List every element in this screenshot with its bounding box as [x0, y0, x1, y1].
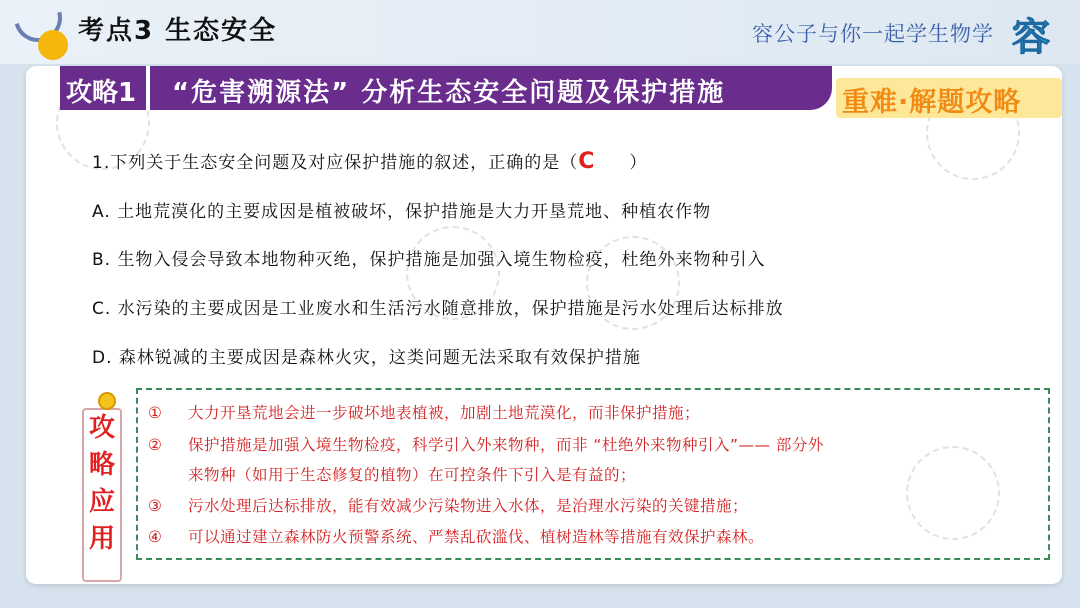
pushpin-icon [100, 394, 114, 408]
banner-title: “危害溯源法” 分析生态安全问题及保护措施 [172, 78, 726, 108]
tip-num: ① [148, 404, 163, 422]
application-label-char: 略 [88, 450, 115, 480]
tip-num: ② [148, 436, 163, 454]
tip-num: ③ [148, 497, 163, 515]
tip-text: 来物种（如用于生态修复的植物）在可控条件下引入是有益的； [188, 466, 637, 484]
tip-2-cont [148, 463, 636, 485]
tip-3 [148, 494, 748, 516]
application-label-char: 攻 [88, 413, 115, 443]
brand-text: 容公子与你一起学生物学 [752, 22, 994, 46]
application-label-char: 应 [88, 487, 115, 517]
tip-text: 可以通过建立森林防火预警系统、严禁乱砍滥伐、植树造林等措施有效保护森林。 [188, 528, 765, 546]
tip-text: 保护措施是加强入境生物检疫，科学引入外来物种，而非 “杜绝外来物种引入”—— 部分外 [188, 436, 824, 454]
question-stem-text: 1.下列关于生态安全问题及对应保护措施的叙述，正确的是（ [92, 153, 579, 173]
banner-tag-text: 攻略1 [66, 78, 137, 108]
question-close: ） [629, 153, 648, 173]
difficulty-badge-text: 重难·解题攻略 [842, 87, 1022, 118]
tip-4 [148, 525, 764, 547]
application-label-char: 用 [88, 524, 115, 554]
option-d: D. 森林锐减的主要成因是森林火灾，这类问题无法采取有效保护措施 [92, 348, 641, 368]
topic-title: 考点3 生态安全 [78, 16, 278, 46]
option-c: C. 水污染的主要成因是工业废水和生活污水随意排放，保护措施是污水处理后达标排放 [92, 299, 784, 319]
brand-logo: 容 [1012, 15, 1051, 59]
difficulty-badge [836, 78, 1062, 118]
question-answer: C [578, 149, 596, 174]
decor-dot [38, 30, 68, 60]
tip-2 [148, 433, 824, 455]
tip-1 [148, 401, 700, 423]
question-stem [92, 148, 647, 174]
option-a: A. 土地荒漠化的主要成因是植被破坏，保护措施是大力开垦荒地、种植农作物 [92, 202, 712, 222]
banner-tag [60, 66, 150, 110]
tip-num: ④ [148, 528, 163, 546]
tip-text: 污水处理后达标排放，能有效减少污染物进入水体，是治理水污染的关键措施； [188, 497, 749, 515]
tip-text: 大力开垦荒地会进一步破坏地表植被，加剧土地荒漠化，而非保护措施； [188, 404, 701, 422]
application-label [82, 408, 122, 582]
option-b: B. 生物入侵会导致本地物种灭绝，保护措施是加强入境生物检疫，杜绝外来物种引入 [92, 250, 766, 270]
